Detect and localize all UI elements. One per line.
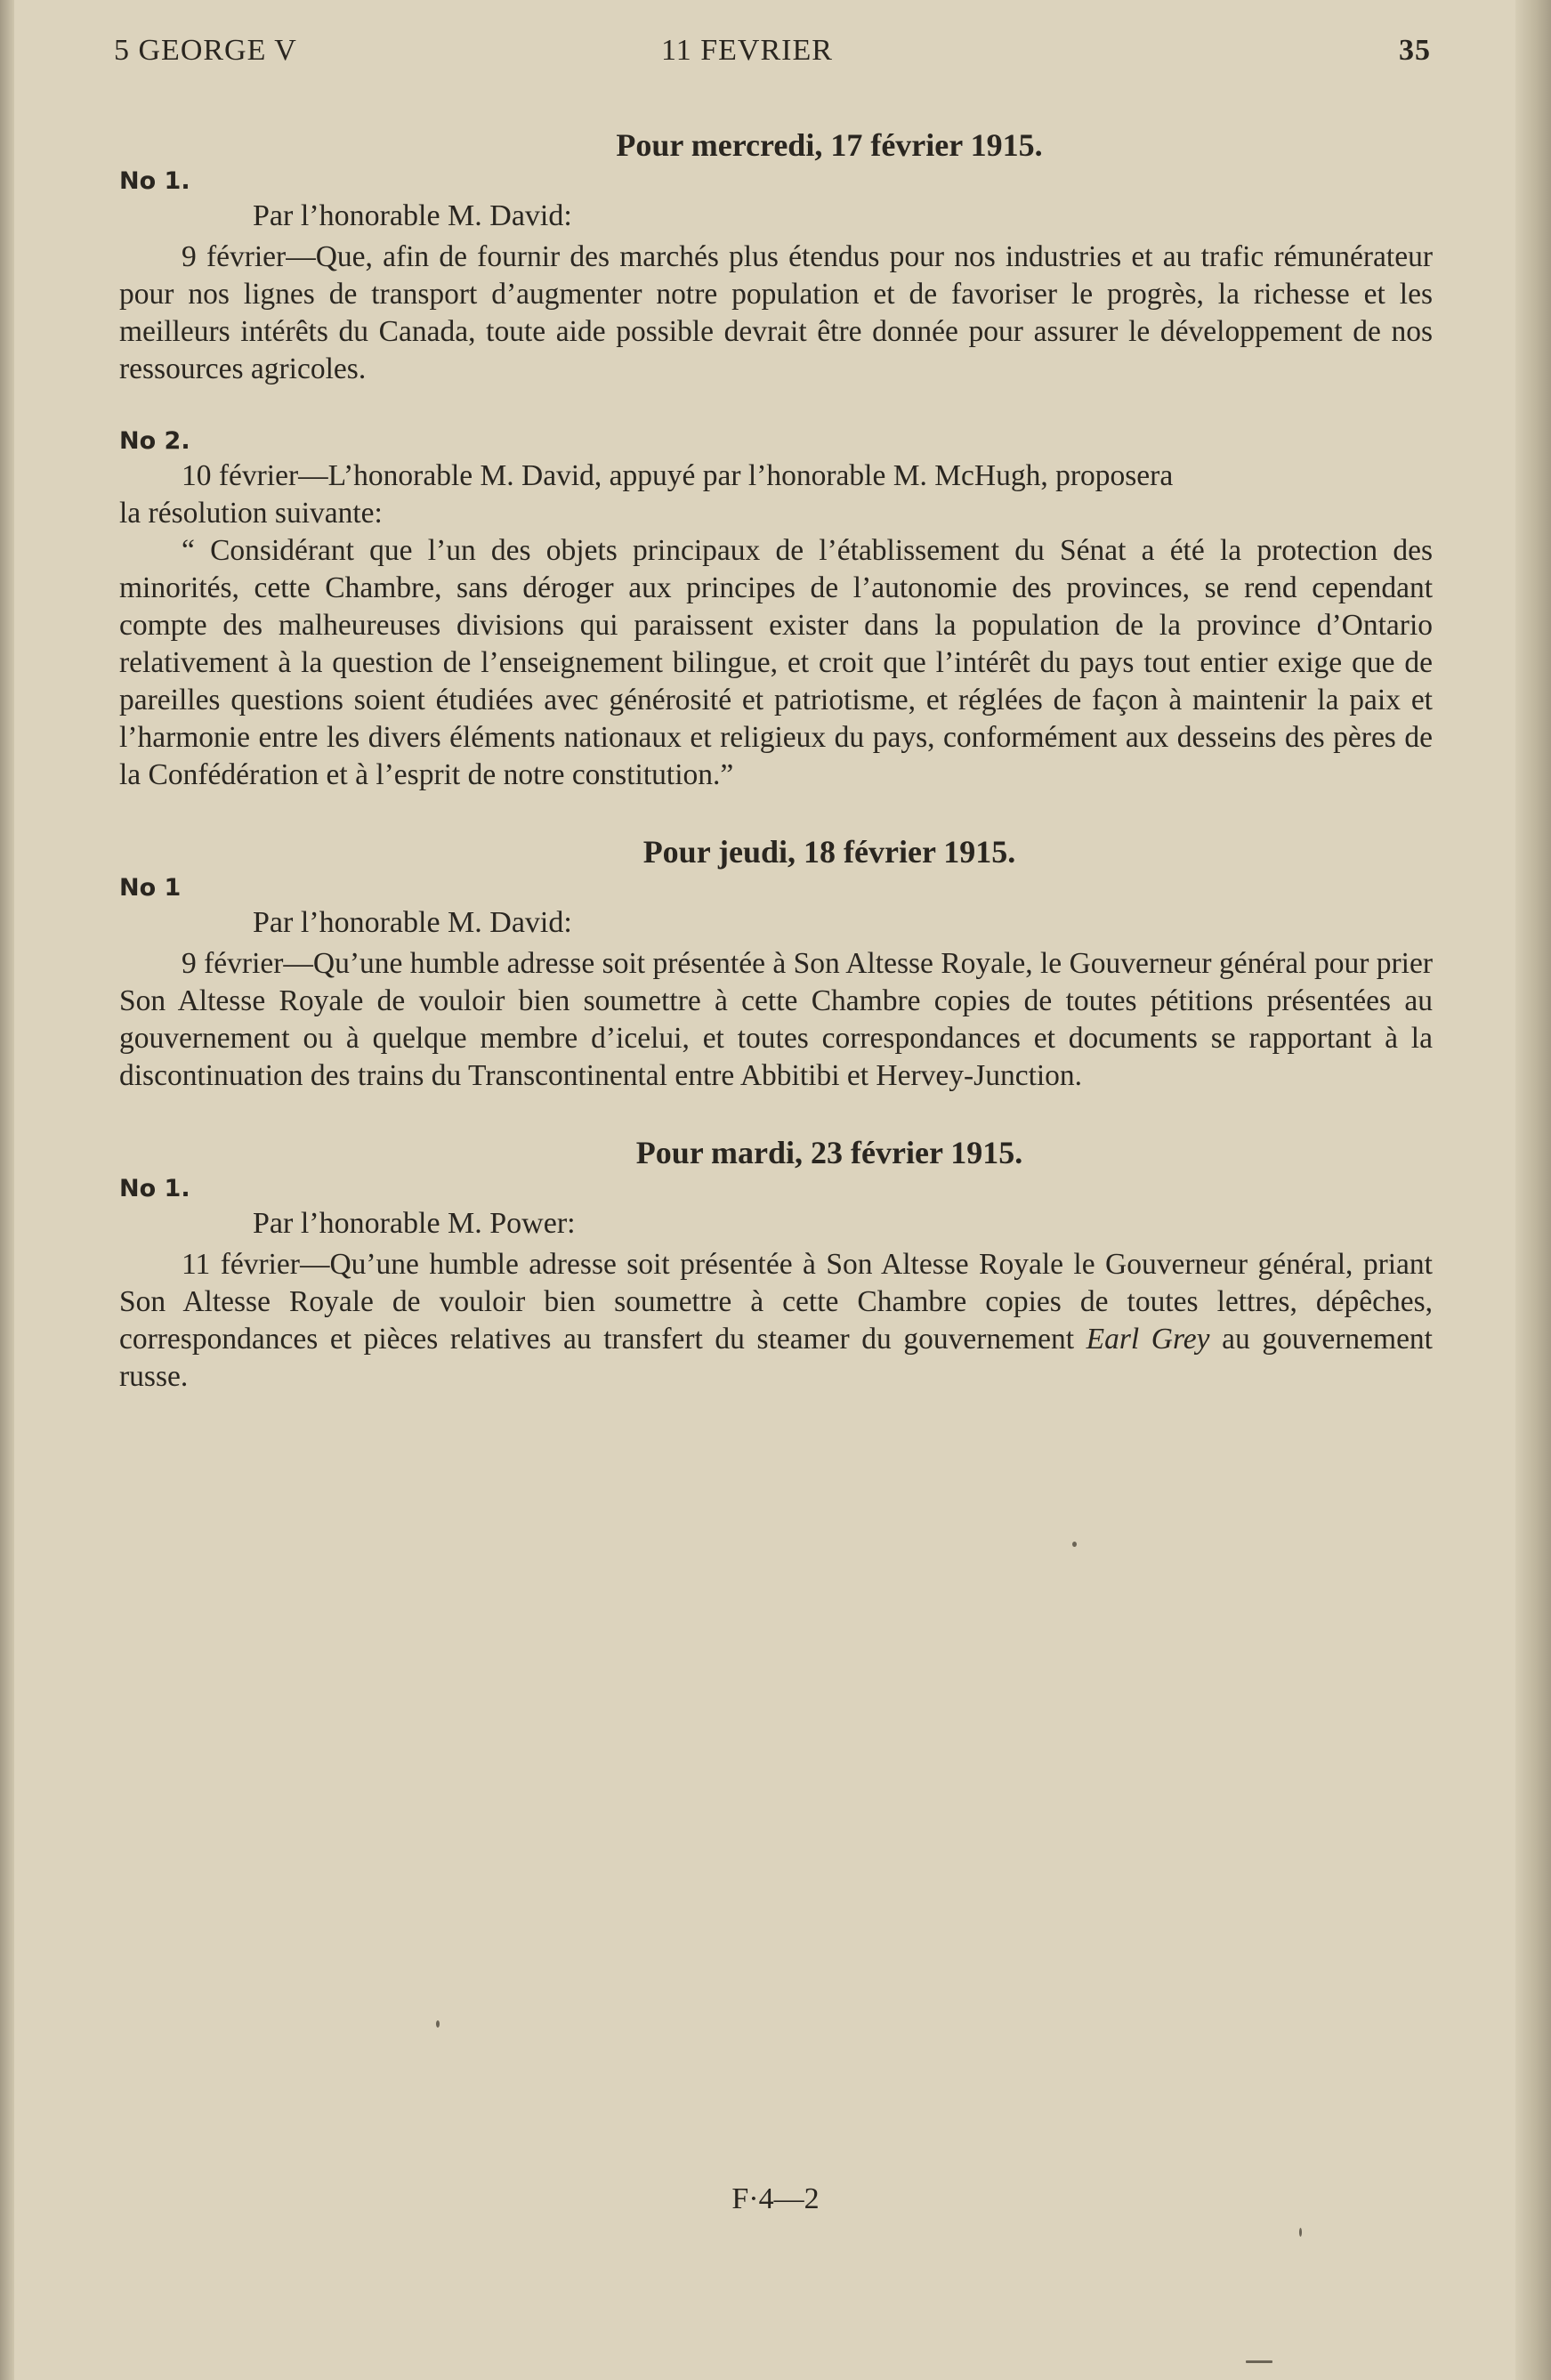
motion-number: No 1 (119, 874, 182, 902)
page-number: 35 (1399, 34, 1431, 67)
ship-name: Earl Grey (1086, 1323, 1210, 1356)
motion (119, 166, 1433, 388)
resolution-quote: “ Considérant que l’un des objets principaux de l’établissement du Sénat a été la protection des minorités, cette Chambre, sans déroger aux principes de l’autonomie des provinces, se rend cependant compte des malheureuses divisions qui paraissent exister dans la population de la province d’Ontario relativement à la question de l’enseignement bilingue, et croit que l’intérêt du pays tout entier exige que de pareilles questions soient étudiées avec générosité et patriotisme, et réglées de façon à maintenir la paix et l’harmonie entre les divers éléments nationaux et religieux du pays, conformément aux desseins des pères de la Confédération et à l’esprit de notre constitution.” (119, 534, 1433, 791)
motion-text: 10 février—L’honorable M. David, appuyé par l’honorable M. McHugh, proposera (182, 459, 1174, 492)
signature-mark: F·4—2 (731, 2182, 820, 2215)
motion-mover: Par l’honorable M. David: (253, 199, 572, 232)
section-wednesday (119, 125, 1433, 794)
motion-mover: Par l’honorable M. Power: (253, 1207, 576, 1240)
motion (119, 425, 1433, 794)
motion-text-body: 11 février—Qu’une humble adresse soit présentée à Son Altesse Royale le Gouverneur général, priant Son Altesse Royale de vouloir bien soumettre à cette Chambre copies de toutes lettres, dépêches, correspondances et pièces relatives au transfert du steamer du gouvernement (119, 1248, 1433, 1356)
motion-text (119, 1246, 1433, 1396)
date-heading: Pour mercredi, 17 février 1915. (616, 127, 1043, 163)
scan-speck (1299, 2228, 1302, 2237)
section-tuesday (119, 1132, 1433, 1396)
page-binding-edge (0, 0, 14, 2380)
motion-number: No 1. (119, 167, 190, 195)
motion-text-closing: au gouvernement russe. (119, 1323, 1433, 1393)
date-heading: Pour jeudi, 18 février 1915. (642, 834, 1016, 870)
scan-speck (436, 2020, 440, 2028)
date-heading: Pour mardi, 23 février 1915. (635, 1135, 1023, 1170)
motion (119, 872, 1433, 1095)
scan-speck (1072, 1542, 1077, 1547)
header-date: 11 FEVRIER (661, 34, 833, 67)
motion-number: No 2. (119, 427, 190, 455)
scan-speck (1246, 2360, 1272, 2363)
header-regnal-year: 5 GEORGE V (114, 34, 297, 67)
section-thursday (119, 831, 1433, 1095)
motion (119, 1173, 1433, 1396)
motion-text: 9 février—Que, afin de fournir des marchés plus étendus pour nos industries et au trafic rémunérateur pour nos lignes de transport d’augmenter notre population et de favoriser le progrès, la richesse et les meilleurs intérêts du Canada, toute aide possible devrait être donnée pour assurer le développement de nos ressources agricoles. (119, 240, 1433, 385)
page-outer-edge (1515, 0, 1551, 2380)
motion-mover: Par l’honorable M. David: (253, 906, 572, 939)
orders-of-the-day (119, 125, 1433, 1421)
motion-text: 9 février—Qu’une humble adresse soit présentée à Son Altesse Royale, le Gouverneur général pour prier Son Altesse Royale de vouloir bien soumettre à cette Chambre copies de toutes pétitions présentées au gouvernement ou à quelque membre d’icelui, et toutes correspondances et documents se rapportant à la discontinuation des trains du Transcontinental entre Abbitibi et Hervey-Junction. (119, 947, 1433, 1092)
motion-text: la résolution suivante: (119, 497, 383, 530)
running-head (114, 34, 1431, 78)
motion-number: No 1. (119, 1175, 190, 1202)
